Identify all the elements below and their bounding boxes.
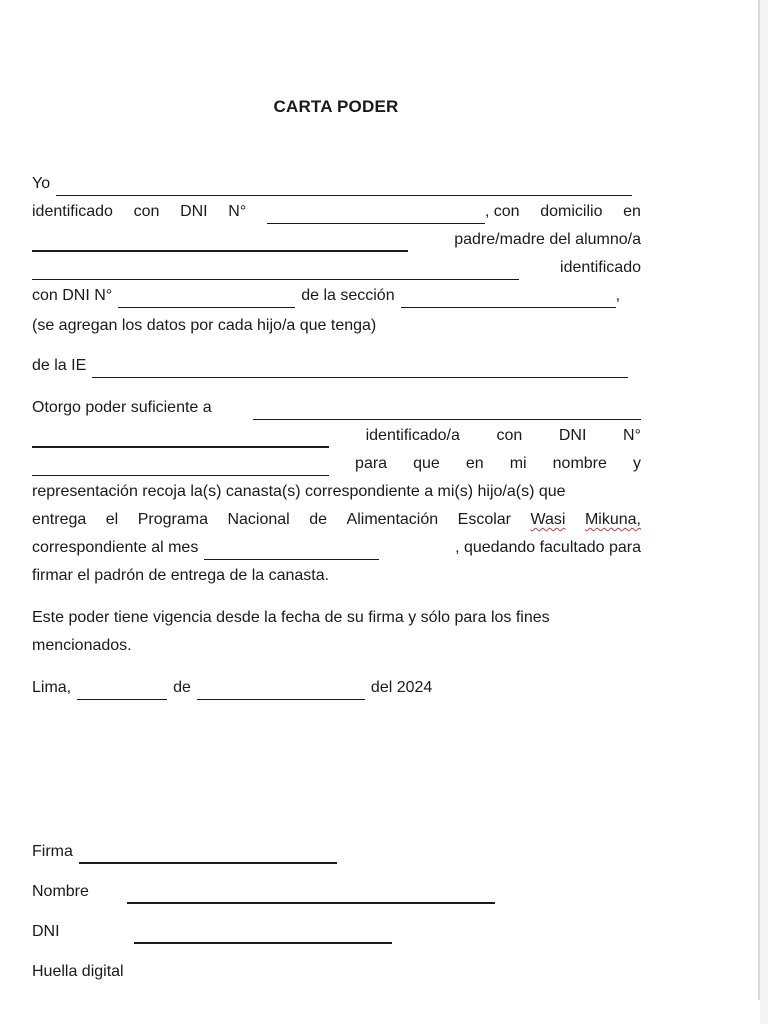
word-nacional: Nacional — [227, 511, 290, 528]
vigencia-text-1: Este poder tiene vigencia desde la fecha de su firma y sólo para los fines — [32, 609, 550, 626]
word-de: de — [309, 511, 328, 528]
vigencia-line-1 — [32, 606, 641, 630]
line-padre — [32, 228, 641, 252]
label-firma: Firma — [32, 843, 73, 860]
body-line-1 — [32, 480, 641, 504]
text-identificado-2: identificado — [560, 259, 641, 276]
word-escolar: Escolar — [457, 511, 511, 528]
body-text-1: representación recoja la(s) canasta(s) correspondiente a mi(s) hijo/a(s) que — [32, 483, 566, 500]
label-dni: DNI — [32, 923, 60, 940]
dni-line — [32, 920, 641, 944]
line-otorgo — [32, 396, 641, 420]
blank-day — [77, 681, 167, 700]
document-title: CARTA PODER — [273, 97, 399, 116]
blank-dni-alumno — [118, 289, 295, 308]
word-wasi-spellcheck: Wasi — [530, 511, 566, 528]
body-line-3 — [32, 536, 641, 560]
word-entrega: entrega — [32, 511, 87, 528]
blank-dni-firma — [134, 924, 392, 944]
label-yo: Yo — [32, 175, 51, 192]
text-ie: de la IE — [32, 357, 87, 374]
text-con: con — [133, 203, 160, 220]
line-para — [32, 452, 641, 476]
blank-firma — [79, 844, 337, 864]
body-line-4 — [32, 564, 641, 588]
blank-dni — [267, 205, 485, 224]
page-edge-shadow — [760, 0, 768, 1024]
text-quedando: , quedando facultado para — [455, 539, 641, 556]
text-nombre: nombre — [552, 455, 607, 472]
blank-seccion — [401, 289, 616, 308]
line-alumno — [32, 256, 641, 280]
text-lima: Lima, — [32, 679, 72, 696]
text-padre-madre: padre/madre del alumno/a — [454, 231, 641, 248]
label-nombre: Nombre — [32, 883, 89, 900]
text-en-2: en — [465, 455, 484, 472]
text-n: N° — [228, 203, 247, 220]
note-text: (se agregan los datos por cada hijo/a que tenga) — [32, 317, 377, 334]
text-que: que — [413, 455, 440, 472]
text-en: en — [623, 203, 641, 220]
vigencia-text-2: mencionados. — [32, 637, 132, 654]
vigencia-line-2 — [32, 634, 641, 658]
line-dni-seccion — [32, 284, 641, 308]
text-identificado: identificado — [32, 203, 113, 220]
blank-alumno — [32, 261, 519, 280]
text-dni: DNI — [180, 203, 208, 220]
word-alimentacion: Alimentación — [346, 511, 439, 528]
word-mikuna-spellcheck: Mikuna, — [584, 511, 641, 528]
blank-nombre — [127, 884, 495, 904]
blank-name — [56, 177, 632, 196]
blank-ie — [92, 359, 628, 378]
text-dni-2: DNI — [558, 427, 587, 444]
blank-month — [197, 681, 365, 700]
text-con-dni: con DNI N° — [32, 287, 113, 304]
line-identificado-a — [32, 424, 641, 448]
word-programa: Programa — [137, 511, 208, 528]
blank-mes — [204, 541, 379, 560]
text-para: para — [355, 455, 388, 472]
firma-line — [32, 840, 641, 864]
body-line-2 — [32, 508, 641, 532]
dni-blank-group — [267, 200, 520, 224]
text-year: del 2024 — [370, 679, 433, 696]
text-n-2: N° — [623, 427, 641, 444]
text-domicilio: domicilio — [540, 203, 603, 220]
label-huella: Huella digital — [32, 963, 124, 980]
blank-domicilio — [32, 232, 408, 252]
text-correspondiente: correspondiente al mes — [32, 539, 199, 556]
text-y: y — [632, 455, 641, 472]
line-yo — [32, 172, 641, 196]
nombre-line — [32, 880, 641, 904]
line-identificado — [32, 200, 641, 224]
word-el: el — [105, 511, 119, 528]
text-mi: mi — [509, 455, 527, 472]
note-line — [32, 314, 641, 338]
text-identificado-a: identificado/a — [365, 427, 460, 444]
text-de: de — [173, 679, 191, 696]
text-con-2: con — [496, 427, 523, 444]
blank-apoderado-2 — [32, 428, 329, 448]
text-comma-con: , con — [484, 203, 520, 220]
huella-line — [32, 960, 641, 984]
blank-apoderado — [253, 401, 641, 420]
body-text-4: firmar el padrón de entrega de la canasta. — [32, 567, 330, 584]
text-comma: , — [615, 287, 621, 304]
line-ie — [32, 354, 641, 378]
text-seccion: de la sección — [301, 287, 395, 304]
blank-dni-apoderado — [32, 457, 329, 476]
text-otorgo: Otorgo poder suficiente a — [32, 399, 212, 416]
date-line — [32, 676, 641, 700]
